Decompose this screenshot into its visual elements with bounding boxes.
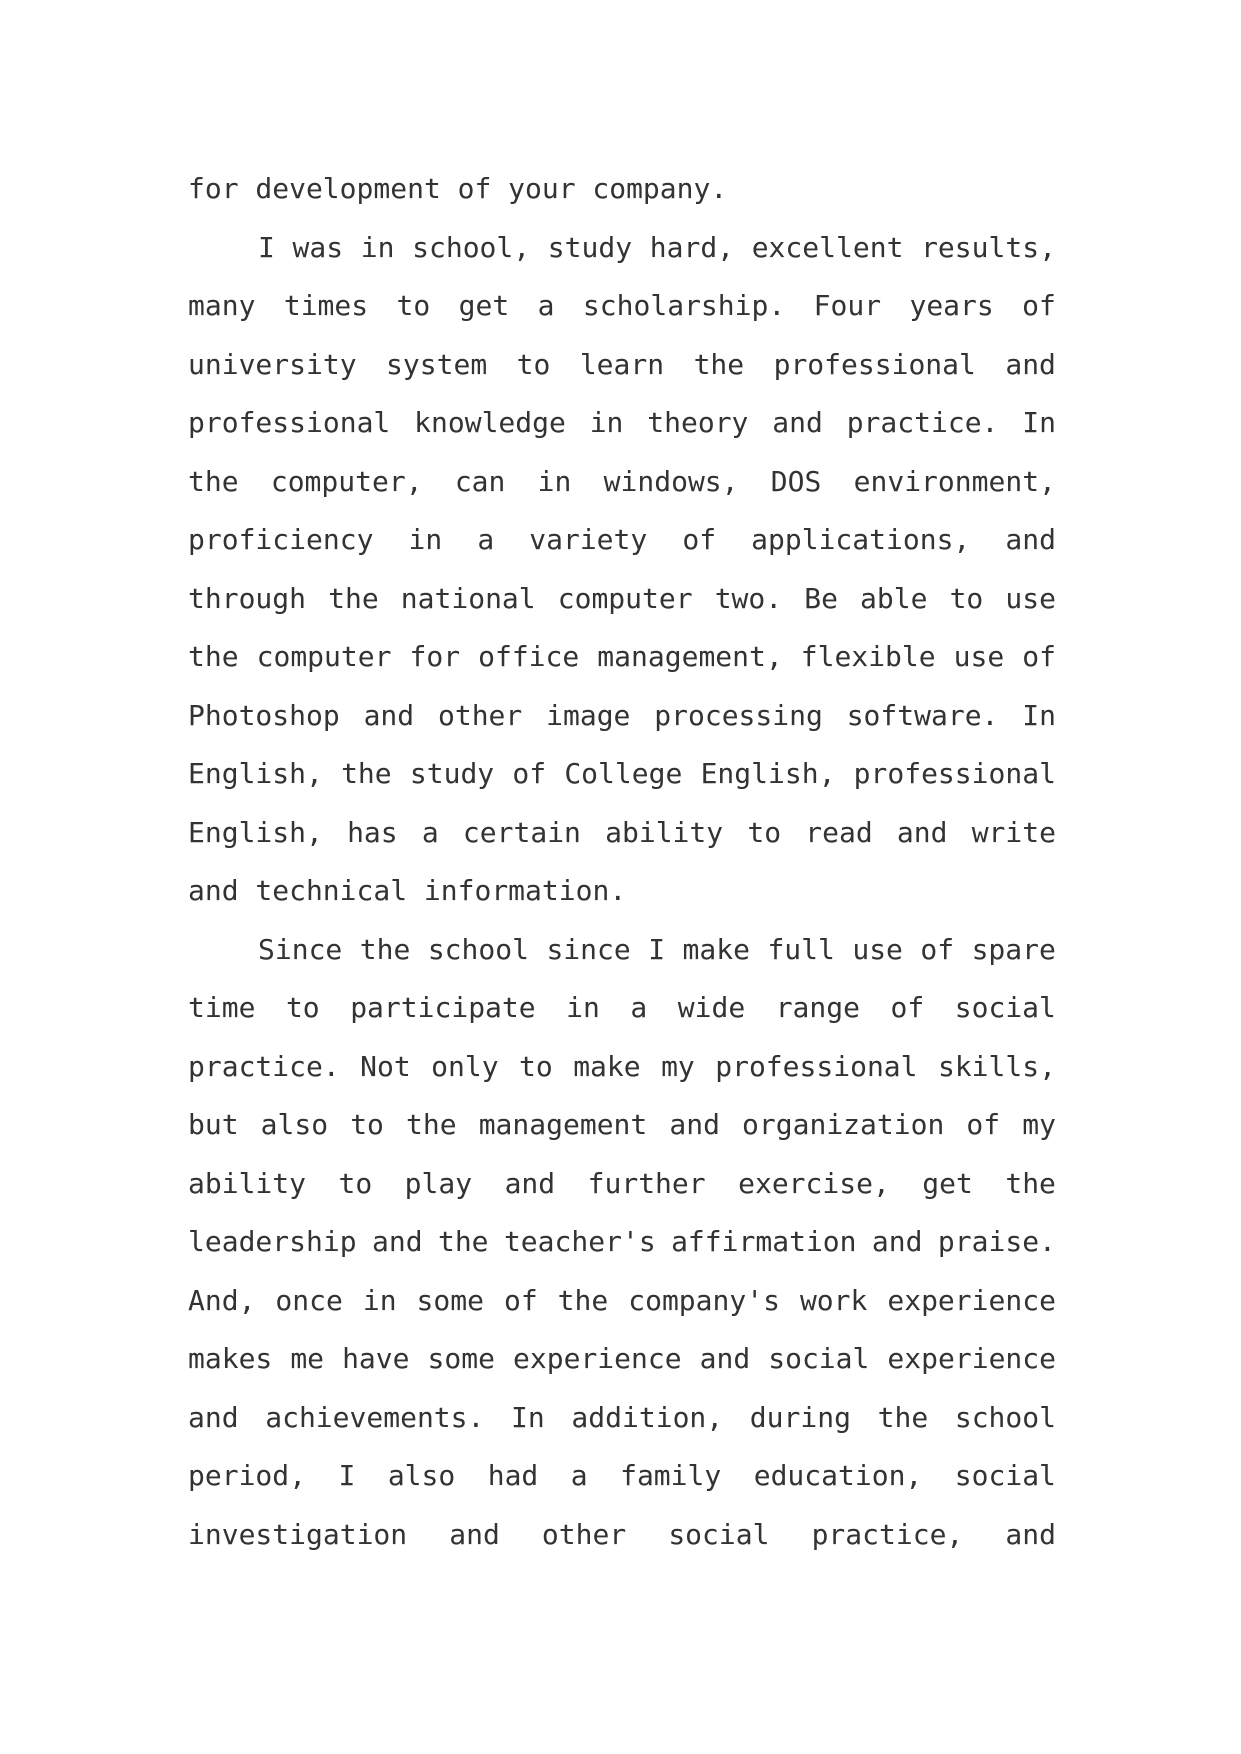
- word: education,: [753, 1459, 923, 1492]
- word: certain: [462, 815, 581, 849]
- word: use: [1005, 581, 1056, 615]
- text-line: [188, 160, 1056, 219]
- text-line: [188, 1506, 1056, 1565]
- word: achievements.: [265, 1400, 485, 1434]
- word: information.: [423, 874, 627, 907]
- word: development: [255, 172, 441, 205]
- word: and: [669, 1108, 720, 1141]
- word: times: [283, 289, 369, 322]
- text-line: [188, 394, 1056, 453]
- word: to: [747, 815, 782, 849]
- word: the: [557, 1283, 609, 1317]
- word: has: [347, 815, 398, 849]
- word: the: [359, 932, 411, 966]
- word: through: [188, 581, 307, 615]
- text-line: [188, 219, 1056, 278]
- word: social: [768, 1342, 870, 1375]
- word: theory: [647, 406, 749, 439]
- text-line: [188, 804, 1056, 863]
- word: in: [408, 523, 443, 556]
- word: a: [421, 815, 439, 849]
- word: in: [362, 1283, 397, 1317]
- word: able: [860, 581, 928, 615]
- word: ability: [605, 815, 724, 849]
- word: environment,: [853, 464, 1056, 498]
- word: to: [516, 347, 551, 381]
- body-text: [188, 160, 1056, 1564]
- text-line: [188, 1155, 1056, 1214]
- word: of: [890, 991, 925, 1024]
- word: variety: [529, 523, 648, 556]
- word: I: [648, 932, 666, 966]
- word: study: [547, 230, 633, 264]
- word: Be: [804, 581, 838, 615]
- word: and: [772, 406, 823, 439]
- text-line: [188, 921, 1056, 980]
- word: many: [188, 289, 256, 322]
- word: skills,: [937, 1049, 1056, 1083]
- word: also: [387, 1459, 456, 1492]
- word: to: [350, 1108, 384, 1141]
- word: read: [805, 815, 873, 849]
- word: wide: [677, 991, 746, 1024]
- word: have: [342, 1342, 410, 1375]
- word: In: [1022, 698, 1056, 732]
- word: play: [404, 1166, 473, 1200]
- word: hard,: [649, 230, 735, 264]
- word: proficiency: [188, 523, 374, 556]
- word: In: [1022, 406, 1056, 439]
- word: social: [954, 991, 1056, 1024]
- word: investigation: [188, 1517, 408, 1551]
- word: of: [457, 172, 492, 205]
- word: and: [449, 1517, 500, 1551]
- word: but: [188, 1108, 239, 1141]
- word: a: [630, 991, 648, 1024]
- word: affirmation: [671, 1225, 857, 1258]
- word: in: [566, 991, 600, 1024]
- word: I: [258, 230, 275, 264]
- word: flexible: [800, 640, 936, 673]
- word: me: [290, 1342, 325, 1375]
- word: company.: [592, 172, 728, 205]
- word: participate: [350, 991, 536, 1024]
- word: English,: [188, 815, 323, 849]
- text-line: [188, 1213, 1056, 1272]
- word: and: [504, 1166, 556, 1200]
- word: leadership: [188, 1225, 357, 1258]
- word: and: [363, 698, 415, 732]
- word: the: [188, 464, 239, 498]
- word: applications,: [751, 523, 971, 556]
- text-line: [188, 511, 1056, 570]
- word: I: [338, 1459, 356, 1492]
- word: make: [573, 1049, 641, 1083]
- word: ability: [188, 1166, 307, 1200]
- word: computer,: [270, 464, 423, 498]
- word: only: [431, 1049, 499, 1083]
- word: school: [427, 932, 529, 966]
- word: for: [188, 172, 239, 205]
- word: the: [1005, 1166, 1056, 1200]
- text-line: [188, 570, 1056, 629]
- word: makes: [188, 1342, 273, 1375]
- word: school: [954, 1400, 1056, 1434]
- word: write: [971, 815, 1056, 849]
- word: a: [537, 289, 555, 322]
- word: during: [749, 1400, 851, 1434]
- word: of: [920, 932, 955, 966]
- word: windows,: [603, 464, 739, 498]
- word: practice.: [188, 1049, 340, 1083]
- text-line: [188, 1096, 1056, 1155]
- word: school,: [412, 230, 531, 264]
- word: professional: [853, 757, 1056, 790]
- word: Not: [360, 1049, 411, 1083]
- word: praise.: [937, 1225, 1056, 1258]
- word: the: [328, 581, 379, 615]
- word: experience: [887, 1283, 1056, 1317]
- word: can: [454, 464, 506, 498]
- word: to: [338, 1166, 373, 1200]
- word: and: [871, 1225, 923, 1258]
- word: full: [767, 932, 835, 966]
- word: the: [877, 1400, 929, 1434]
- word: to: [519, 1049, 553, 1083]
- word: knowledge: [414, 406, 566, 439]
- word: was: [292, 230, 344, 264]
- word: the: [437, 1225, 489, 1258]
- word: learn: [579, 347, 665, 381]
- word: and: [188, 1400, 239, 1434]
- word: get: [458, 289, 510, 322]
- word: professional: [715, 1049, 918, 1083]
- word: teacher's: [503, 1225, 656, 1258]
- word: software.: [846, 698, 999, 732]
- word: period,: [188, 1459, 307, 1492]
- word: social: [954, 1459, 1056, 1492]
- text-line: [188, 1330, 1056, 1389]
- word: in: [360, 230, 395, 264]
- word: management,: [597, 640, 783, 673]
- word: image: [546, 698, 631, 732]
- word: your: [508, 172, 576, 205]
- word: to: [949, 581, 984, 615]
- text-line: [188, 336, 1056, 395]
- word: of: [1022, 640, 1056, 673]
- word: get: [922, 1166, 973, 1200]
- word: for: [409, 640, 461, 673]
- word: Four: [813, 289, 882, 322]
- word: addition,: [571, 1400, 724, 1434]
- word: of: [1022, 289, 1056, 322]
- word: make: [682, 932, 750, 966]
- text-line: [188, 453, 1056, 512]
- word: and: [699, 1342, 751, 1375]
- word: company's: [628, 1283, 780, 1317]
- word: computer: [256, 640, 392, 673]
- word: in: [537, 464, 572, 498]
- word: Since: [258, 932, 343, 966]
- word: my: [1022, 1108, 1056, 1141]
- word: time: [188, 991, 256, 1024]
- word: use: [953, 640, 1005, 673]
- word: the: [188, 640, 239, 673]
- word: English,: [188, 757, 323, 790]
- word: and: [188, 874, 239, 907]
- text-line: [188, 1038, 1056, 1097]
- word: other: [437, 698, 523, 732]
- word: the: [341, 757, 392, 790]
- text-line: [188, 687, 1056, 746]
- word: exercise,: [738, 1166, 890, 1200]
- word: and: [1005, 1517, 1056, 1551]
- word: of: [512, 757, 547, 790]
- word: and: [371, 1225, 423, 1258]
- text-line: [188, 1272, 1056, 1331]
- word: also: [260, 1108, 329, 1141]
- word: spare: [971, 932, 1056, 966]
- word: In: [511, 1400, 545, 1434]
- word: and: [1005, 523, 1056, 556]
- word: DOS: [770, 464, 822, 498]
- word: the: [406, 1108, 457, 1141]
- word: national: [400, 581, 536, 615]
- word: results,: [921, 230, 1056, 264]
- word: study: [409, 757, 495, 790]
- word: years: [909, 289, 994, 322]
- word: the: [693, 347, 745, 381]
- word: office: [478, 640, 580, 673]
- word: professional: [188, 406, 391, 439]
- word: family: [620, 1459, 722, 1492]
- text-line: [188, 277, 1056, 336]
- text-line: [188, 979, 1056, 1038]
- word: And,: [188, 1283, 256, 1317]
- word: social: [668, 1517, 770, 1551]
- word: excellent: [751, 230, 904, 264]
- word: some: [427, 1342, 495, 1375]
- word: scholarship.: [582, 289, 786, 322]
- word: a: [570, 1459, 588, 1492]
- word: and: [896, 815, 948, 849]
- text-line: [188, 862, 1056, 921]
- text-line: [188, 745, 1056, 804]
- word: to: [285, 991, 320, 1024]
- word: of: [966, 1108, 1001, 1141]
- word: computer: [557, 581, 693, 615]
- word: work: [799, 1283, 868, 1317]
- word: university: [188, 347, 357, 381]
- text-line: [188, 628, 1056, 687]
- word: College: [564, 757, 683, 790]
- word: practice,: [811, 1517, 964, 1551]
- word: professional: [773, 347, 976, 381]
- word: system: [386, 347, 488, 381]
- word: and: [1005, 347, 1056, 381]
- text-line: [188, 1447, 1056, 1506]
- word: range: [775, 991, 860, 1024]
- word: my: [661, 1049, 695, 1083]
- word: once: [275, 1283, 343, 1317]
- word: to: [396, 289, 431, 322]
- word: processing: [654, 698, 823, 732]
- word: had: [487, 1459, 539, 1492]
- word: experience: [513, 1342, 682, 1375]
- word: use: [852, 932, 903, 966]
- word: technical: [255, 874, 408, 907]
- word: further: [587, 1166, 706, 1200]
- word: a: [477, 523, 495, 556]
- word: in: [589, 406, 624, 439]
- word: management: [478, 1108, 648, 1141]
- word: experience: [887, 1342, 1056, 1375]
- word: two.: [714, 581, 783, 615]
- word: of: [682, 523, 717, 556]
- text-line: [188, 1389, 1056, 1448]
- word: organization: [742, 1108, 945, 1141]
- word: other: [541, 1517, 627, 1551]
- word: since: [546, 932, 631, 966]
- word: of: [503, 1283, 538, 1317]
- word: Photoshop: [188, 698, 340, 732]
- word: some: [416, 1283, 484, 1317]
- word: practice.: [846, 406, 999, 439]
- word: English,: [700, 757, 836, 790]
